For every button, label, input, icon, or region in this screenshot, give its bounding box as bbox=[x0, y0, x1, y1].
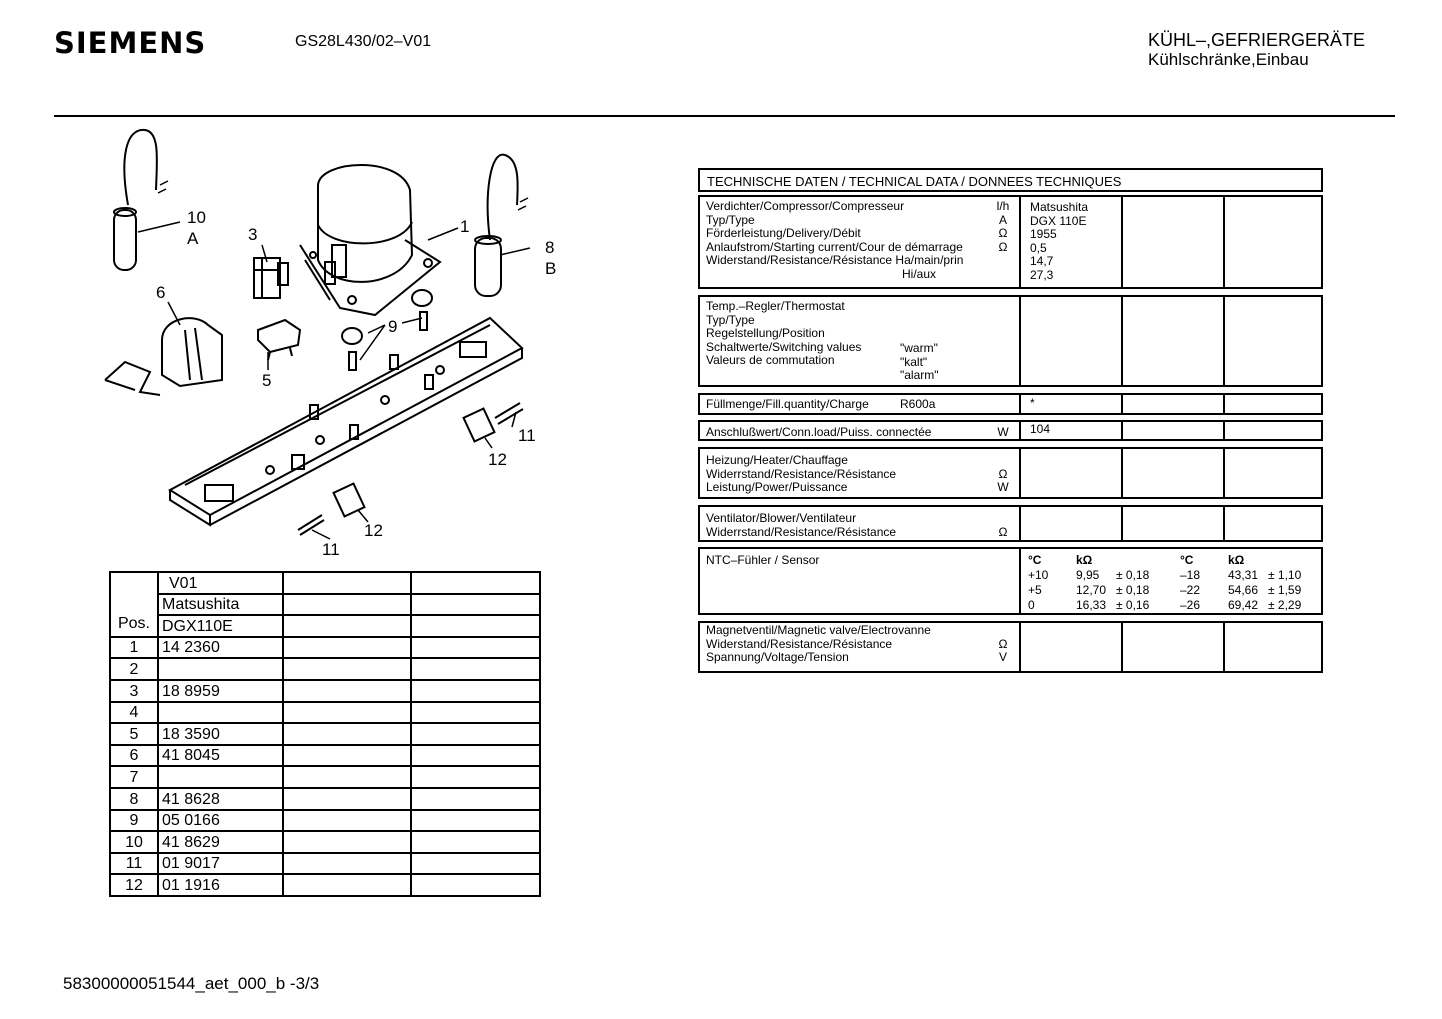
compressor-maker: Matsushita bbox=[1030, 200, 1089, 214]
ntc-block: NTC–Fühler / Sensor °C kΩ +10 9,95 ± 0,18 +5 12,70 ± 0,18 0 16,33 ± 0,16 °C kΩ –18 43,31 ± 1,10 –22 54,66 ± 1,59 –26 69,42 ± 2,29 bbox=[698, 547, 1323, 615]
pos-cell: 7 bbox=[110, 766, 158, 788]
parts-table bbox=[109, 571, 539, 925]
parts-rows bbox=[110, 637, 540, 896]
ntc-row: –22 54,66 ± 1,59 bbox=[1180, 583, 1302, 597]
table-row bbox=[110, 658, 540, 680]
part-number-cell bbox=[158, 766, 283, 788]
label-10: 10 bbox=[187, 208, 206, 227]
valve-block: Magnetventil/Magnetic valve/Electrovanne Widerstand/Resistance/Résistance Spannung/Voltage/Tension Ω V bbox=[698, 621, 1323, 673]
table-row bbox=[110, 702, 540, 724]
pos-cell: 2 bbox=[110, 658, 158, 680]
tech-title: TECHNISCHE DATEN / TECHNICAL DATA / DONNEES TECHNIQUES bbox=[698, 168, 1323, 192]
pos-3-relay bbox=[254, 258, 288, 298]
part-number-cell: 18 8959 bbox=[158, 680, 283, 702]
part-number-cell: 18 3590 bbox=[158, 723, 283, 745]
heater-block: Heizung/Heater/Chauffage Widerrstand/Resistance/Résistance Leistung/Power/Puissance Ω W bbox=[698, 447, 1323, 499]
ntc-row: +5 12,70 ± 0,18 bbox=[1028, 583, 1150, 597]
pos-cell: 5 bbox=[110, 723, 158, 745]
pos-11-12-pins-sleeves bbox=[298, 403, 523, 535]
label-1: 1 bbox=[460, 217, 470, 236]
pos-cell: 3 bbox=[110, 680, 158, 702]
blower-block: Ventilator/Blower/Ventilateur Widerrstand/Resistance/Résistance Ω bbox=[698, 505, 1323, 542]
pos-6-cover bbox=[105, 318, 222, 395]
header-rule bbox=[54, 115, 1395, 117]
label-12-bottom: 12 bbox=[364, 521, 383, 540]
part-number-cell: 41 8045 bbox=[158, 745, 283, 767]
table-row bbox=[110, 723, 540, 745]
label-5: 5 bbox=[262, 371, 272, 390]
thermostat-block: Temp.–Regler/Thermostat Typ/Type Regelstellung/Position Schaltwerte/Switching values Valeurs de commutation "warm" "kalt" "alarm" bbox=[698, 295, 1323, 387]
pos-cell: 8 bbox=[110, 788, 158, 810]
label-11-bottom: 11 bbox=[322, 540, 340, 559]
table-row bbox=[110, 680, 540, 702]
part-number-cell: 41 8628 bbox=[158, 788, 283, 810]
label-3: 3 bbox=[248, 225, 258, 244]
table-row bbox=[110, 637, 540, 659]
part-number-cell: 05 0166 bbox=[158, 810, 283, 832]
table-row bbox=[110, 745, 540, 767]
table-row bbox=[110, 788, 540, 810]
label-11-right: 11 bbox=[518, 426, 536, 445]
ntc-row: 0 16,33 ± 0,16 bbox=[1028, 598, 1150, 612]
part-number-cell: 01 1916 bbox=[158, 874, 283, 896]
part-number-cell bbox=[158, 702, 283, 724]
maker-header: Matsushita bbox=[158, 594, 283, 616]
pos-8-capacitor-cable bbox=[475, 155, 528, 296]
part-number-cell: 41 8629 bbox=[158, 831, 283, 853]
ntc-row: –18 43,31 ± 1,10 bbox=[1180, 568, 1302, 582]
table-row bbox=[110, 810, 540, 832]
label-A: A bbox=[187, 229, 199, 248]
ntc-row: –26 69,42 ± 2,29 bbox=[1180, 598, 1302, 612]
pos-5-overload-protector bbox=[258, 320, 300, 360]
page-number: -3/3 bbox=[289, 974, 320, 993]
pos-cell: 12 bbox=[110, 874, 158, 896]
model-header: DGX110E bbox=[158, 615, 283, 637]
table-row bbox=[110, 853, 540, 875]
ntc-table-right: °C kΩ –18 43,31 ± 1,10 –22 54,66 ± 1,59 –26 69,42 ± 2,29 bbox=[1180, 553, 1302, 612]
pos-cell: 11 bbox=[110, 853, 158, 875]
label-B: B bbox=[545, 259, 557, 278]
pos-header: Pos. bbox=[110, 572, 158, 637]
category-subtitle: Kühlschränke,Einbau bbox=[1148, 50, 1309, 69]
label-8: 8 bbox=[545, 238, 555, 257]
brand-logo: SIEMENS bbox=[54, 26, 207, 60]
table-row bbox=[110, 766, 540, 788]
ntc-row: +10 9,95 ± 0,18 bbox=[1028, 568, 1150, 582]
part-number-cell: 14 2360 bbox=[158, 637, 283, 659]
part-number-cell: 01 9017 bbox=[158, 853, 283, 875]
fill-block: Füllmenge/Fill.quantity/Charge R600a * bbox=[698, 393, 1323, 415]
pos-10-capacitor-cable bbox=[114, 130, 168, 270]
category-title: KÜHL–,GEFRIERGERÄTE bbox=[1148, 30, 1366, 50]
pos-cell: 9 bbox=[110, 810, 158, 832]
pos-cell: 4 bbox=[110, 702, 158, 724]
label-6: 6 bbox=[156, 283, 166, 302]
table-row bbox=[110, 831, 540, 853]
footer-doc-id: 58300000051544_aet_000_b -3/3 bbox=[63, 974, 320, 993]
variant-header: V01 bbox=[158, 572, 283, 594]
model-number: GS28L430/02–V01 bbox=[295, 33, 432, 50]
pos-cell: 1 bbox=[110, 637, 158, 659]
label-12-right: 12 bbox=[488, 450, 507, 469]
exploded-parts-diagram bbox=[95, 120, 555, 565]
compressor-block: Verdichter/Compressor/Compresseur Typ/Type Förderleistung/Delivery/Débit Anlaufstrom/Starting current/Cour de démarrage Widerstand/Resistance/Résistance Ha/main/prin Hi/aux l/h A Ω Ω Matsushita DGX 110E 1955 0,5 14,7 27,3 bbox=[698, 195, 1323, 289]
label-9: 9 bbox=[388, 317, 398, 336]
pos-cell: 6 bbox=[110, 745, 158, 767]
table-row bbox=[110, 874, 540, 896]
load-block: Anschlußwert/Conn.load/Puiss. connectée W 104 bbox=[698, 420, 1323, 441]
ntc-table-left: °C kΩ +10 9,95 ± 0,18 +5 12,70 ± 0,18 0 16,33 ± 0,16 bbox=[1028, 553, 1150, 612]
pos-1-compressor bbox=[300, 165, 440, 315]
part-number-cell bbox=[158, 658, 283, 680]
pos-cell: 10 bbox=[110, 831, 158, 853]
